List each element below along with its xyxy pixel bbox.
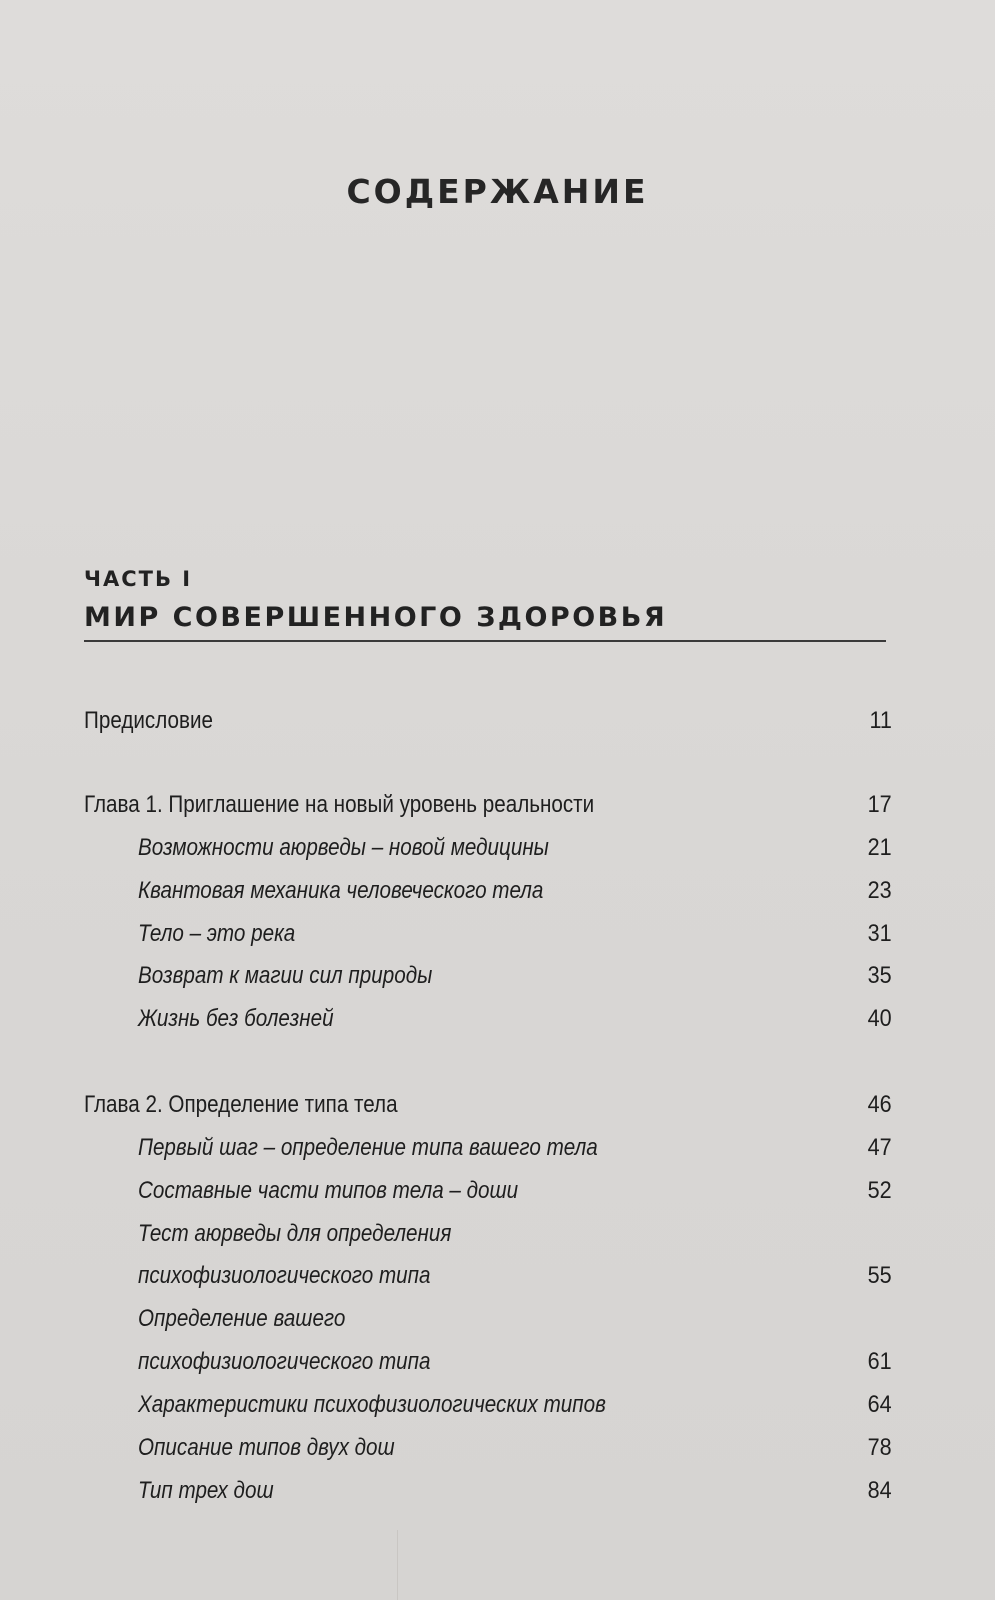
toc-entry-label: Глава 1. Приглашение на новый уровень реальности — [84, 791, 595, 818]
toc-entry-page: 31 — [867, 920, 892, 947]
toc-entry-label: Составные части типов тела – доши — [138, 1177, 519, 1204]
page-gutter-line — [397, 1530, 398, 1600]
toc-entry-label: психофизиологического типа — [138, 1348, 431, 1375]
toc-entry-page: 52 — [867, 1177, 892, 1204]
toc-entry-page: 21 — [867, 834, 892, 861]
part-divider — [84, 640, 886, 642]
toc-entry-page: 64 — [867, 1391, 892, 1418]
part-label: ЧАСТЬ I — [84, 567, 193, 591]
toc-entry-label: Тип трех дош — [138, 1477, 274, 1504]
toc-entry-label: Возможности аюрведы – новой медицины — [138, 834, 549, 861]
toc-entry-label: Предисловие — [84, 707, 213, 734]
toc-entry-page: 61 — [867, 1348, 892, 1375]
toc-entry-page: 35 — [867, 962, 892, 989]
toc-entry-label: Характеристики психофизиологических типов — [138, 1391, 606, 1418]
toc-entry-page: 17 — [867, 791, 892, 818]
toc-entry-label: Квантовая механика человеческого тела — [138, 877, 544, 904]
page-title: СОДЕРЖАНИЕ — [346, 172, 649, 211]
toc-entry-label: Первый шаг – определение типа вашего тела — [138, 1134, 598, 1161]
toc-entry-label: Описание типов двух дош — [138, 1434, 395, 1461]
toc-entry-page: 23 — [867, 877, 892, 904]
toc-entry-label: Глава 2. Определение типа тела — [84, 1091, 398, 1118]
toc-entry-label: Жизнь без болезней — [138, 1005, 334, 1032]
toc-entry-page: 55 — [867, 1262, 892, 1289]
part-title: МИР СОВЕРШЕННОГО ЗДОРОВЬЯ — [84, 602, 668, 633]
toc-entry-label: Тело – это река — [138, 920, 296, 947]
toc-entry-page: 78 — [867, 1434, 892, 1461]
toc-entry-label: психофизиологического типа — [138, 1262, 431, 1289]
toc-entry-label: Тест аюрведы для определения — [138, 1220, 452, 1247]
toc-entry-page: 84 — [867, 1477, 892, 1504]
toc-entry-page: 40 — [867, 1005, 892, 1032]
toc-entry-page: 46 — [867, 1091, 892, 1118]
toc-entry-label: Определение вашего — [138, 1305, 346, 1332]
toc-entry-page: 47 — [867, 1134, 892, 1161]
toc-entry-page: 11 — [869, 707, 892, 734]
toc-entry-label: Возврат к магии сил природы — [138, 962, 433, 989]
